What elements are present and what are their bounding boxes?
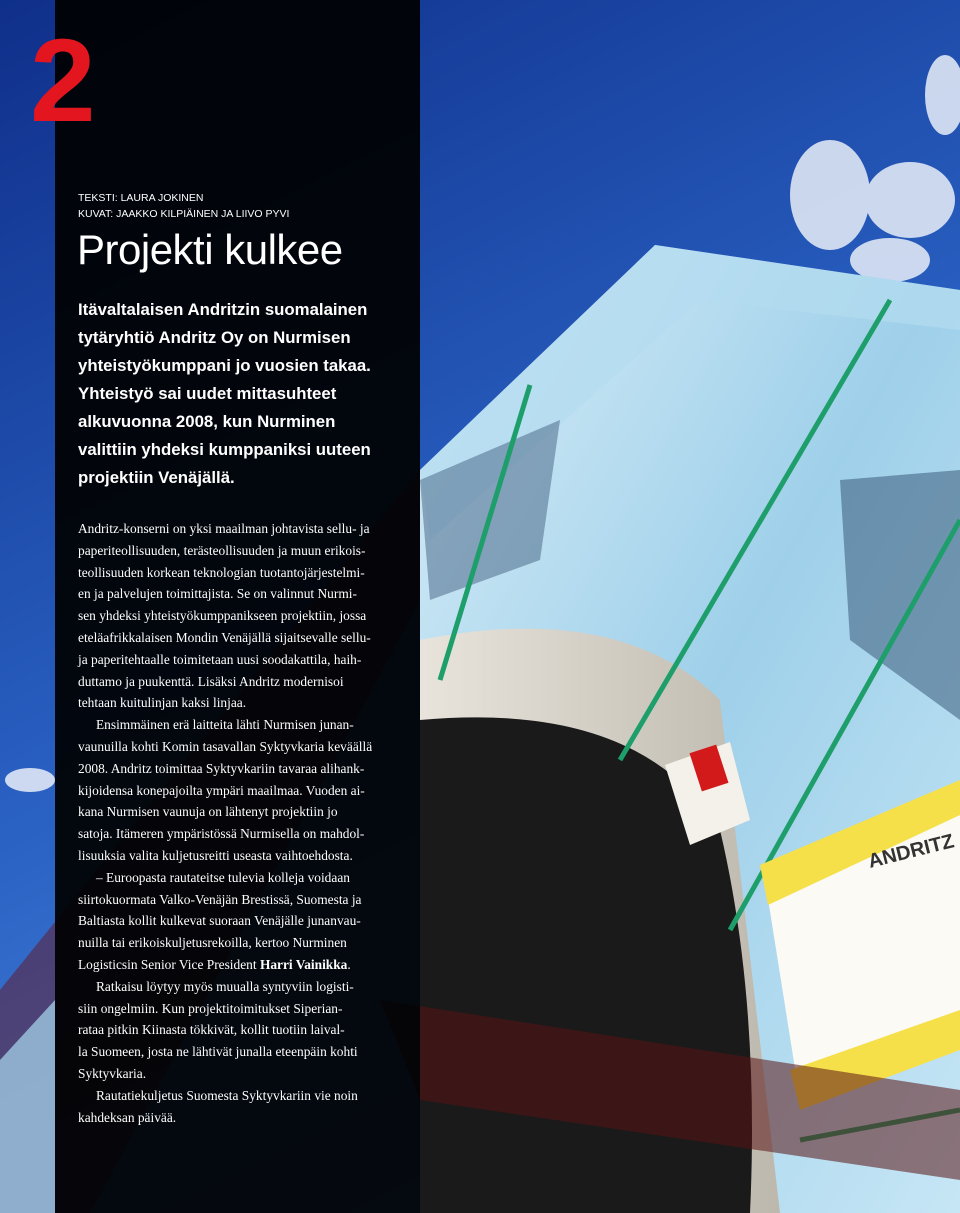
body-line: teollisuuden korkean teknologian tuotantojärjestelmi- — [78, 564, 365, 580]
body-line: Ratkaisu löytyy myös muualla syntyviin logisti- — [96, 978, 354, 994]
body-line: ja paperitehtaalle toimitetaan uusi soodakattila, haih- — [78, 651, 362, 667]
body-line: rataa pitkin Kiinasta tökkivät, kollit tuotiin laival- — [78, 1022, 345, 1038]
body-line: satoja. Itämeren ympäristössä Nurmisella on mahdol- — [78, 826, 365, 842]
lead-paragraph — [78, 296, 408, 492]
body-line: Rautatiekuljetus Suomesta Syktyvkariin vie noin — [96, 1087, 358, 1103]
body-line: lisuuksia valita kuljetusreitti useasta vaihtoehdosta. — [78, 847, 353, 863]
photo-credit: KUVAT: JAAKKO KILPIÄINEN JA LIIVO PYVI — [78, 208, 290, 220]
body-line: Ensimmäinen erä laitteita lähti Nurmisen junan- — [96, 717, 354, 733]
lead-line: tytäryhtiö Andritz Oy on Nurmisen — [78, 328, 351, 347]
article-title: Projekti kulkee — [77, 226, 343, 273]
text-credit: TEKSTI: LAURA JOKINEN — [78, 192, 204, 204]
body-line: kana Nurmisen vaunuja on lähtenyt projektiin jo — [78, 804, 338, 820]
body-line: siin ongelmiin. Kun projektitoimitukset Siperian- — [78, 1000, 343, 1016]
body-line: Andritz-konserni on yksi maailman johtavista sellu- ja — [78, 521, 370, 536]
credits — [78, 190, 408, 222]
body-line: vaunuilla kohti Komin tasavallan Syktyvkaria keväällä — [78, 738, 373, 754]
body-line: duttamo ja puukenttä. Lisäksi Andritz modernisoi — [78, 673, 344, 689]
body-line: en ja palvelujen toimittajista. Se on valinnut Nurmi- — [78, 586, 357, 602]
body-line: Logisticsin Senior Vice President Harri Vainikka. — [78, 956, 351, 972]
lead-line: Yhteistyö sai uudet mittasuhteet — [78, 384, 337, 403]
person-name: Harri Vainikka — [259, 956, 348, 972]
body-line: Syktyvkaria. — [78, 1065, 147, 1081]
lead-line: projektiin Venäjällä. — [78, 468, 235, 487]
body-line: eteläafrikkalaisen Mondin Venäjällä sijaitsevalle sellu- — [78, 629, 371, 645]
body-line: kijoidensa konepajoilta ympäri maailmaa. Vuoden ai- — [78, 782, 365, 798]
article-body — [78, 518, 398, 1128]
body-line: siirtokuormata Valko-Venäjän Brestissä, Suomesta ja — [78, 891, 362, 907]
lead-line: Itävaltalaisen Andritzin suomalainen — [78, 300, 368, 319]
body-line: sen yhdeksi yhteistyökumppanikseen projektiin, jossa — [78, 608, 367, 624]
body-line: 2008. Andritz toimittaa Syktyvkariin tavaraa alihank- — [78, 760, 365, 776]
body-line: la Suomeen, josta ne lähtivät junalla eteenpäin kohti — [78, 1044, 358, 1060]
body-line: nuilla tai erikoiskuljetusrekoilla, kertoo Nurminen — [78, 935, 347, 951]
body-line: Baltiasta kollit kulkevat suoraan Venäjälle junanvau- — [78, 913, 361, 929]
body-line: – Euroopasta rautateitse tulevia kolleja voidaan — [96, 869, 350, 885]
lead-line: alkuvuonna 2008, kun Nurminen — [78, 412, 336, 431]
lead-line: valittiin yhdeksi kumppaniksi uuteen — [78, 440, 371, 459]
andritz-label: ANDRITZ — [865, 830, 957, 873]
lead-line: yhteistyökumppani jo vuosien takaa. — [78, 356, 371, 375]
body-line: kahdeksan päivää. — [78, 1109, 177, 1125]
body-line: tehtaan kuitulinjan kaksi linjaa. — [78, 695, 247, 711]
body-line: paperiteollisuuden, terästeollisuuden ja muun erikois- — [78, 542, 366, 558]
page-number: 2 — [30, 15, 92, 147]
